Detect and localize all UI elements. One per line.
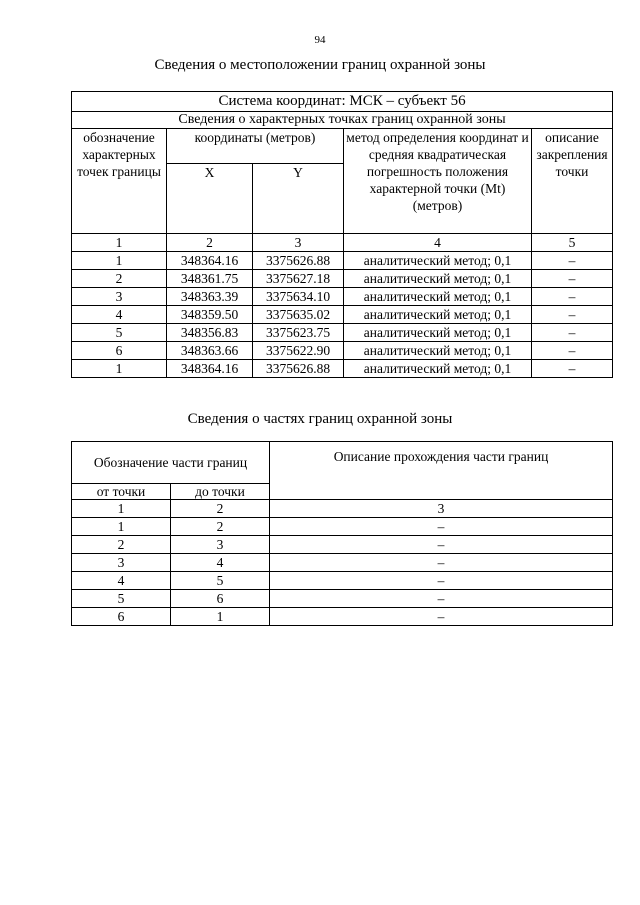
- method: аналитический метод; 0,1: [344, 324, 532, 342]
- table-row: [72, 252, 613, 270]
- to-point: 5: [171, 572, 270, 590]
- coord-y: 3375634.10: [253, 288, 344, 306]
- method: аналитический метод; 0,1: [344, 270, 532, 288]
- table-row: [72, 342, 613, 360]
- coord-x: 348359.50: [167, 306, 253, 324]
- header-x: X: [167, 164, 253, 234]
- column-number: 2: [171, 500, 270, 518]
- coord-x: 348363.39: [167, 288, 253, 306]
- point-id: 2: [72, 270, 167, 288]
- part-description: –: [270, 536, 613, 554]
- coord-y: 3375623.75: [253, 324, 344, 342]
- method: аналитический метод; 0,1: [344, 342, 532, 360]
- from-point: 1: [72, 518, 171, 536]
- fixing-description: –: [532, 306, 613, 324]
- table-row: [72, 536, 613, 554]
- fixing-description: –: [532, 342, 613, 360]
- header-to-point: до точки: [171, 484, 270, 500]
- column-number: 5: [532, 234, 613, 252]
- fixing-description: –: [532, 360, 613, 378]
- coord-x: 348356.83: [167, 324, 253, 342]
- to-point: 1: [171, 608, 270, 626]
- column-number: 1: [72, 500, 171, 518]
- from-point: 2: [72, 536, 171, 554]
- table-row: [72, 324, 613, 342]
- boundary-parts-table: [71, 441, 613, 626]
- point-id: 1: [72, 252, 167, 270]
- point-id: 4: [72, 306, 167, 324]
- to-point: 4: [171, 554, 270, 572]
- header-method: метод определения координат и средняя квадратическая погрешность положения характерной точки (Mt) (метров): [344, 129, 532, 234]
- coord-y: 3375635.02: [253, 306, 344, 324]
- coord-y: 3375626.88: [253, 252, 344, 270]
- point-id: 5: [72, 324, 167, 342]
- fixing-description: –: [532, 270, 613, 288]
- part-description: –: [270, 554, 613, 572]
- header-fixing-description: описание закрепления точки: [532, 129, 613, 234]
- column-number: 3: [253, 234, 344, 252]
- header-from-point: от точки: [72, 484, 171, 500]
- table-row: [72, 288, 613, 306]
- coordinate-system-title: Система координат: МСК – субъект 56: [72, 92, 613, 112]
- header-coordinates: координаты (метров): [167, 129, 344, 164]
- column-number: 2: [167, 234, 253, 252]
- part-description: –: [270, 572, 613, 590]
- fixing-description: –: [532, 252, 613, 270]
- fixing-description: –: [532, 324, 613, 342]
- table-row: [72, 554, 613, 572]
- header-part-description: Описание прохождения части границ: [270, 442, 613, 500]
- part-description: –: [270, 608, 613, 626]
- section-heading-location: Сведения о местоположении границ охранной зоны: [154, 57, 486, 73]
- point-id: 1: [72, 360, 167, 378]
- fixing-description: –: [532, 288, 613, 306]
- column-number: 4: [344, 234, 532, 252]
- column-numbers-row: [72, 234, 613, 252]
- coord-y: 3375622.90: [253, 342, 344, 360]
- table-row: [72, 572, 613, 590]
- column-numbers-row: [72, 500, 613, 518]
- column-number: 3: [270, 500, 613, 518]
- coord-x: 348364.16: [167, 360, 253, 378]
- header-point-designation: обозначение характерных точек границы: [72, 129, 167, 234]
- table-row: [72, 590, 613, 608]
- from-point: 4: [72, 572, 171, 590]
- method: аналитический метод; 0,1: [344, 252, 532, 270]
- to-point: 6: [171, 590, 270, 608]
- to-point: 2: [171, 518, 270, 536]
- table-row: [72, 518, 613, 536]
- method: аналитический метод; 0,1: [344, 288, 532, 306]
- point-id: 6: [72, 342, 167, 360]
- from-point: 6: [72, 608, 171, 626]
- coord-x: 348363.66: [167, 342, 253, 360]
- characteristic-points-table: [71, 91, 613, 378]
- column-number: 1: [72, 234, 167, 252]
- method: аналитический метод; 0,1: [344, 306, 532, 324]
- points-table-subtitle: Сведения о характерных точках границ охранной зоны: [72, 112, 613, 129]
- header-y: Y: [253, 164, 344, 234]
- table-row: [72, 360, 613, 378]
- table-row: [72, 306, 613, 324]
- method: аналитический метод; 0,1: [344, 360, 532, 378]
- coord-y: 3375627.18: [253, 270, 344, 288]
- part-description: –: [270, 590, 613, 608]
- coord-x: 348364.16: [167, 252, 253, 270]
- from-point: 3: [72, 554, 171, 572]
- table-row: [72, 608, 613, 626]
- coord-y: 3375626.88: [253, 360, 344, 378]
- to-point: 3: [171, 536, 270, 554]
- section-heading-parts: Сведения о частях границ охранной зоны: [187, 411, 453, 427]
- coord-x: 348361.75: [167, 270, 253, 288]
- part-description: –: [270, 518, 613, 536]
- page-number: 94: [314, 34, 326, 46]
- table-row: [72, 270, 613, 288]
- header-part-designation: Обозначение части границ: [72, 442, 270, 484]
- point-id: 3: [72, 288, 167, 306]
- from-point: 5: [72, 590, 171, 608]
